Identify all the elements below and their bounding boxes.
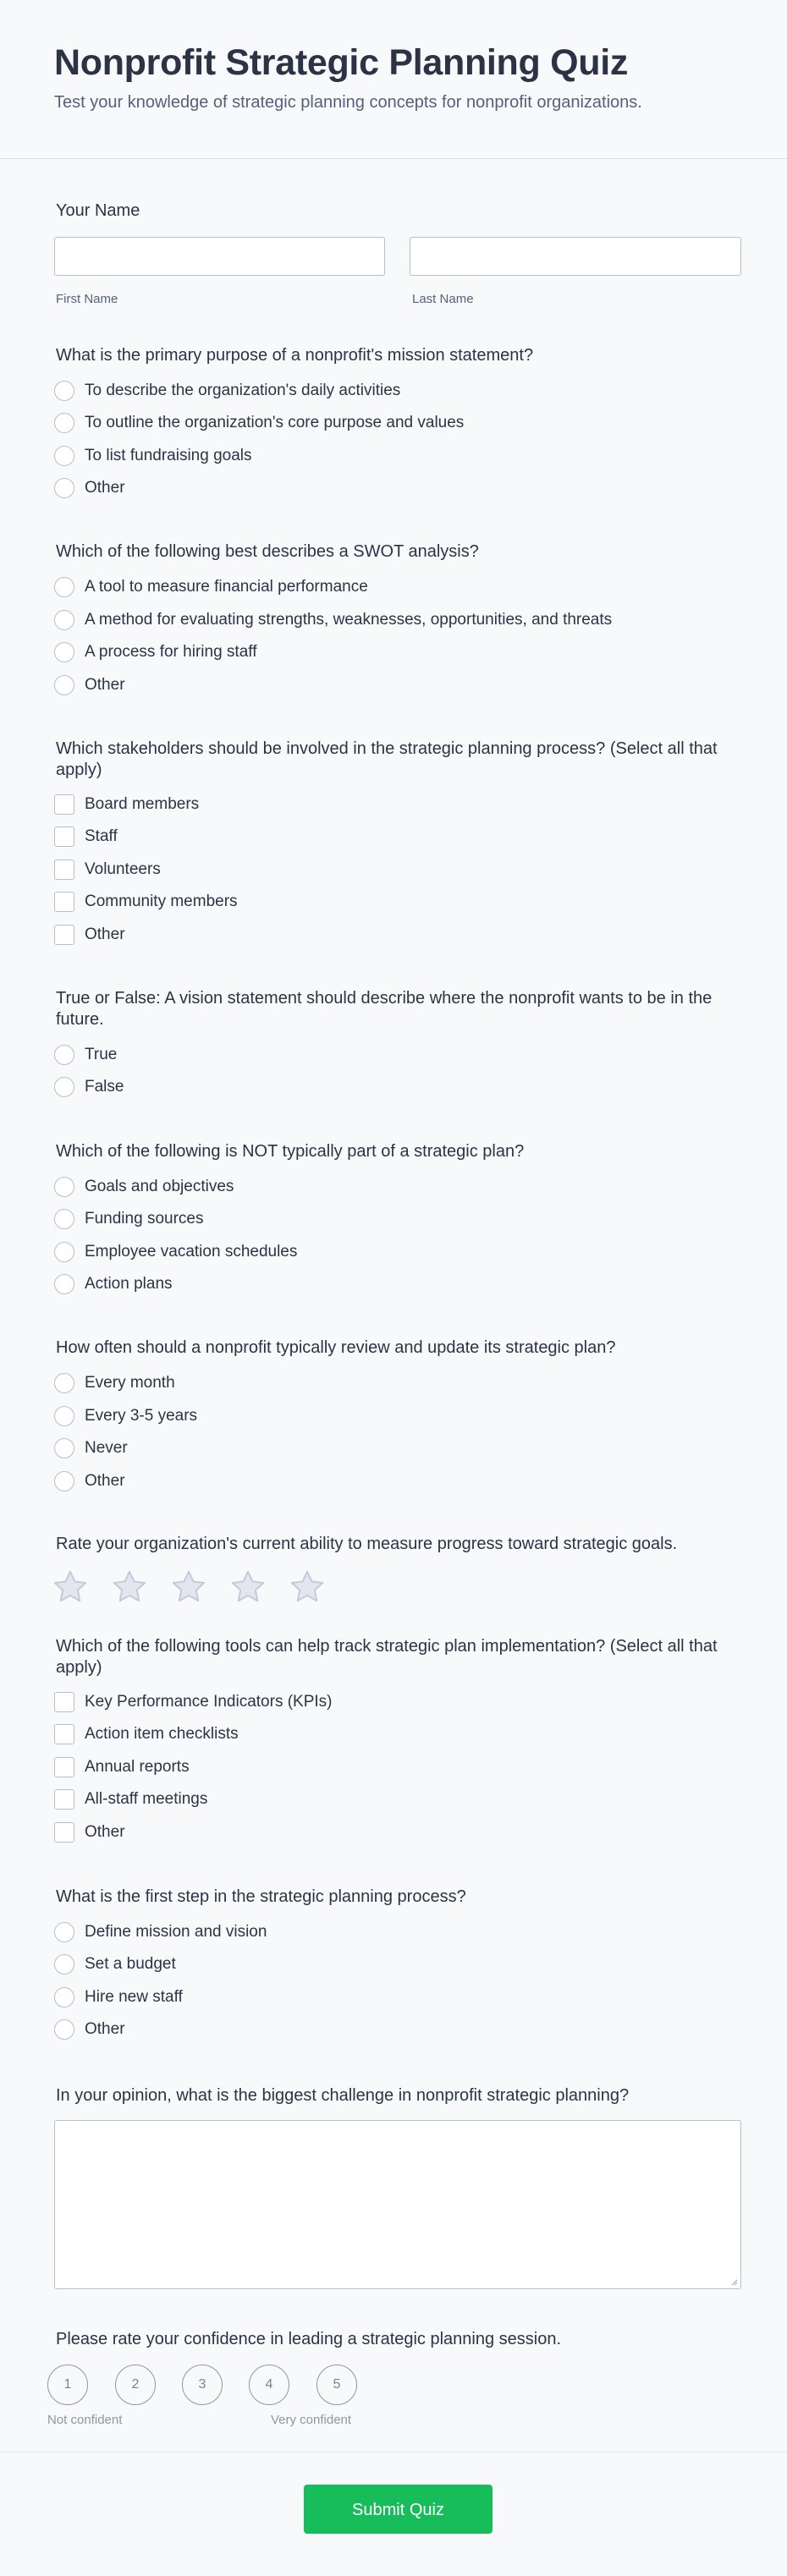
option-label: Staff — [85, 827, 118, 845]
option-label: Board members — [85, 795, 200, 813]
question-8: Which of the following tools can help track strategic plan implementation? (Select all that apply) — [56, 1637, 718, 1677]
option-label: To outline the organization's core purpose and values — [85, 414, 465, 431]
q8-option-3[interactable] — [54, 1755, 190, 1779]
radio-button[interactable] — [54, 1438, 74, 1458]
radio-button[interactable] — [54, 446, 74, 466]
scale-high-label: Very confident — [271, 2413, 352, 2427]
radio-button[interactable] — [54, 1922, 74, 1942]
q5-option-4[interactable] — [54, 1272, 173, 1296]
star-icon-5[interactable] — [288, 1568, 327, 1607]
radio-button[interactable] — [54, 1077, 74, 1097]
radio-button[interactable] — [54, 577, 74, 597]
radio-button[interactable] — [54, 1954, 74, 1975]
q2-option-4[interactable] — [54, 673, 125, 697]
q1-option-1[interactable] — [54, 379, 400, 403]
q6-option-1[interactable] — [54, 1371, 175, 1395]
q1-option-4[interactable] — [54, 476, 125, 500]
radio-button[interactable] — [54, 1177, 74, 1197]
option-label: Action item checklists — [85, 1725, 239, 1743]
checkbox[interactable] — [54, 1757, 74, 1777]
radio-button[interactable] — [54, 478, 74, 498]
q3-option-4[interactable] — [54, 890, 238, 914]
star-icon-4[interactable] — [228, 1568, 267, 1607]
question-2: Which of the following best describes a SWOT analysis? — [56, 542, 479, 561]
checkbox[interactable] — [54, 892, 74, 912]
option-label: False — [85, 1078, 124, 1096]
option-label: Employee vacation schedules — [85, 1243, 298, 1261]
q2-option-1[interactable] — [54, 575, 368, 599]
scale-option-3[interactable]: 3 — [182, 2365, 223, 2405]
option-label: To list fundraising goals — [85, 447, 252, 464]
option-label: Other — [85, 676, 125, 694]
question-3: Which stakeholders should be involved in the strategic planning process? (Select all that apply) — [56, 739, 718, 779]
option-label: A tool to measure financial performance — [85, 578, 368, 596]
q3-option-2[interactable] — [54, 825, 118, 849]
radio-button[interactable] — [54, 1242, 74, 1262]
first-name-input[interactable] — [54, 237, 385, 276]
radio-button[interactable] — [54, 1274, 74, 1294]
scale-option-5[interactable]: 5 — [316, 2365, 357, 2405]
option-label: Define mission and vision — [85, 1923, 267, 1941]
option-label: All-staff meetings — [85, 1790, 208, 1808]
radio-button[interactable] — [54, 381, 74, 401]
first-name-sublabel: First Name — [56, 292, 118, 306]
checkbox[interactable] — [54, 1692, 74, 1712]
option-label: Other — [85, 2020, 125, 2038]
q6-option-4[interactable] — [54, 1469, 125, 1493]
radio-button[interactable] — [54, 675, 74, 695]
q8-option-1[interactable] — [54, 1690, 333, 1714]
option-label: Every 3-5 years — [85, 1407, 198, 1425]
option-label: Other — [85, 925, 125, 943]
checkbox[interactable] — [54, 827, 74, 847]
checkbox[interactable] — [54, 794, 74, 815]
star-rating — [51, 1568, 347, 1607]
q2-option-3[interactable] — [54, 640, 256, 664]
option-label: To describe the organization's daily activities — [85, 382, 401, 399]
option-label: Other — [85, 1823, 125, 1841]
star-icon-2[interactable] — [110, 1568, 149, 1607]
checkbox[interactable] — [54, 1822, 74, 1843]
radio-button[interactable] — [54, 642, 74, 662]
q3-option-3[interactable] — [54, 858, 161, 882]
q4-option-2[interactable] — [54, 1075, 124, 1099]
q3-option-5[interactable] — [54, 923, 125, 947]
option-label: Funding sources — [85, 1210, 204, 1228]
question-11: Please rate your confidence in leading a strategic planning session. — [56, 2330, 562, 2348]
checkbox[interactable] — [54, 860, 74, 880]
radio-button[interactable] — [54, 413, 74, 433]
radio-button[interactable] — [54, 1987, 74, 2008]
star-icon-1[interactable] — [51, 1568, 90, 1607]
scale-option-4[interactable]: 4 — [249, 2365, 289, 2405]
page-subtitle: Test your knowledge of strategic planning concepts for nonprofit organizations. — [54, 93, 642, 112]
radio-button[interactable] — [54, 610, 74, 630]
q9-option-4[interactable] — [54, 2018, 125, 2041]
radio-button[interactable] — [54, 1045, 74, 1065]
last-name-input[interactable] — [410, 237, 741, 276]
option-label: Key Performance Indicators (KPIs) — [85, 1693, 333, 1711]
form-header — [0, 0, 787, 159]
radio-button[interactable] — [54, 1209, 74, 1229]
page-title: Nonprofit Strategic Planning Quiz — [54, 42, 629, 83]
option-label: Never — [85, 1439, 128, 1457]
option-label: Hire new staff — [85, 1988, 183, 2006]
checkbox[interactable] — [54, 1724, 74, 1744]
option-label: Other — [85, 1472, 125, 1490]
q9-option-2[interactable] — [54, 1953, 176, 1976]
q4-option-1[interactable] — [54, 1043, 117, 1067]
option-label: True — [85, 1046, 118, 1063]
option-label: Action plans — [85, 1275, 173, 1293]
q9-option-1[interactable] — [54, 1920, 267, 1944]
question-10: In your opinion, what is the biggest challenge in nonprofit strategic planning? — [56, 2086, 630, 2105]
star-icon-3[interactable] — [169, 1568, 208, 1607]
scale-low-label: Not confident — [47, 2413, 123, 2427]
option-label: Other — [85, 479, 125, 497]
q1-option-3[interactable] — [54, 444, 252, 468]
option-label: Set a budget — [85, 1955, 176, 1973]
option-label: Every month — [85, 1374, 175, 1392]
question-9: What is the first step in the strategic planning process? — [56, 1887, 466, 1906]
last-name-sublabel: Last Name — [412, 292, 474, 306]
option-label: A method for evaluating strengths, weaknesses, opportunities, and threats — [85, 611, 613, 629]
q5-option-2[interactable] — [54, 1207, 203, 1231]
question-7: Rate your organization's current ability to measure progress toward strategic goals. — [56, 1535, 678, 1553]
q2-option-2[interactable] — [54, 608, 612, 632]
radio-button[interactable] — [54, 1373, 74, 1393]
checkbox[interactable] — [54, 1789, 74, 1810]
option-label: Annual reports — [85, 1758, 190, 1776]
q5-option-1[interactable] — [54, 1175, 234, 1199]
question-5: Which of the following is NOT typically part of a strategic plan? — [56, 1142, 525, 1161]
question-6: How often should a nonprofit typically review and update its strategic plan? — [56, 1338, 616, 1357]
q8-option-2[interactable] — [54, 1722, 239, 1746]
q5-option-3[interactable] — [54, 1240, 297, 1264]
option-label: Community members — [85, 893, 238, 910]
name-label: Your Name — [56, 201, 140, 220]
q8-option-5[interactable] — [54, 1821, 125, 1844]
q1-option-2[interactable] — [54, 411, 464, 435]
submit-quiz-button[interactable]: Submit Quiz — [304, 2485, 493, 2534]
q3-option-1[interactable] — [54, 793, 199, 816]
radio-button[interactable] — [54, 1471, 74, 1491]
question-4: True or False: A vision statement should describe where the nonprofit wants to be in the future. — [56, 989, 713, 1029]
challenge-textarea[interactable] — [54, 2120, 741, 2289]
q8-option-4[interactable] — [54, 1788, 207, 1811]
option-label: Volunteers — [85, 860, 161, 878]
q6-option-2[interactable] — [54, 1404, 197, 1428]
radio-button[interactable] — [54, 1406, 74, 1426]
option-label: Goals and objectives — [85, 1178, 234, 1195]
radio-button[interactable] — [54, 2019, 74, 2040]
question-1: What is the primary purpose of a nonprofit's mission statement? — [56, 346, 534, 365]
q6-option-3[interactable] — [54, 1436, 128, 1460]
scale-option-1[interactable]: 1 — [47, 2365, 88, 2405]
q9-option-3[interactable] — [54, 1986, 183, 2009]
checkbox[interactable] — [54, 925, 74, 945]
scale-option-2[interactable]: 2 — [115, 2365, 156, 2405]
option-label: A process for hiring staff — [85, 643, 257, 661]
resize-handle-icon[interactable] — [729, 2277, 738, 2286]
